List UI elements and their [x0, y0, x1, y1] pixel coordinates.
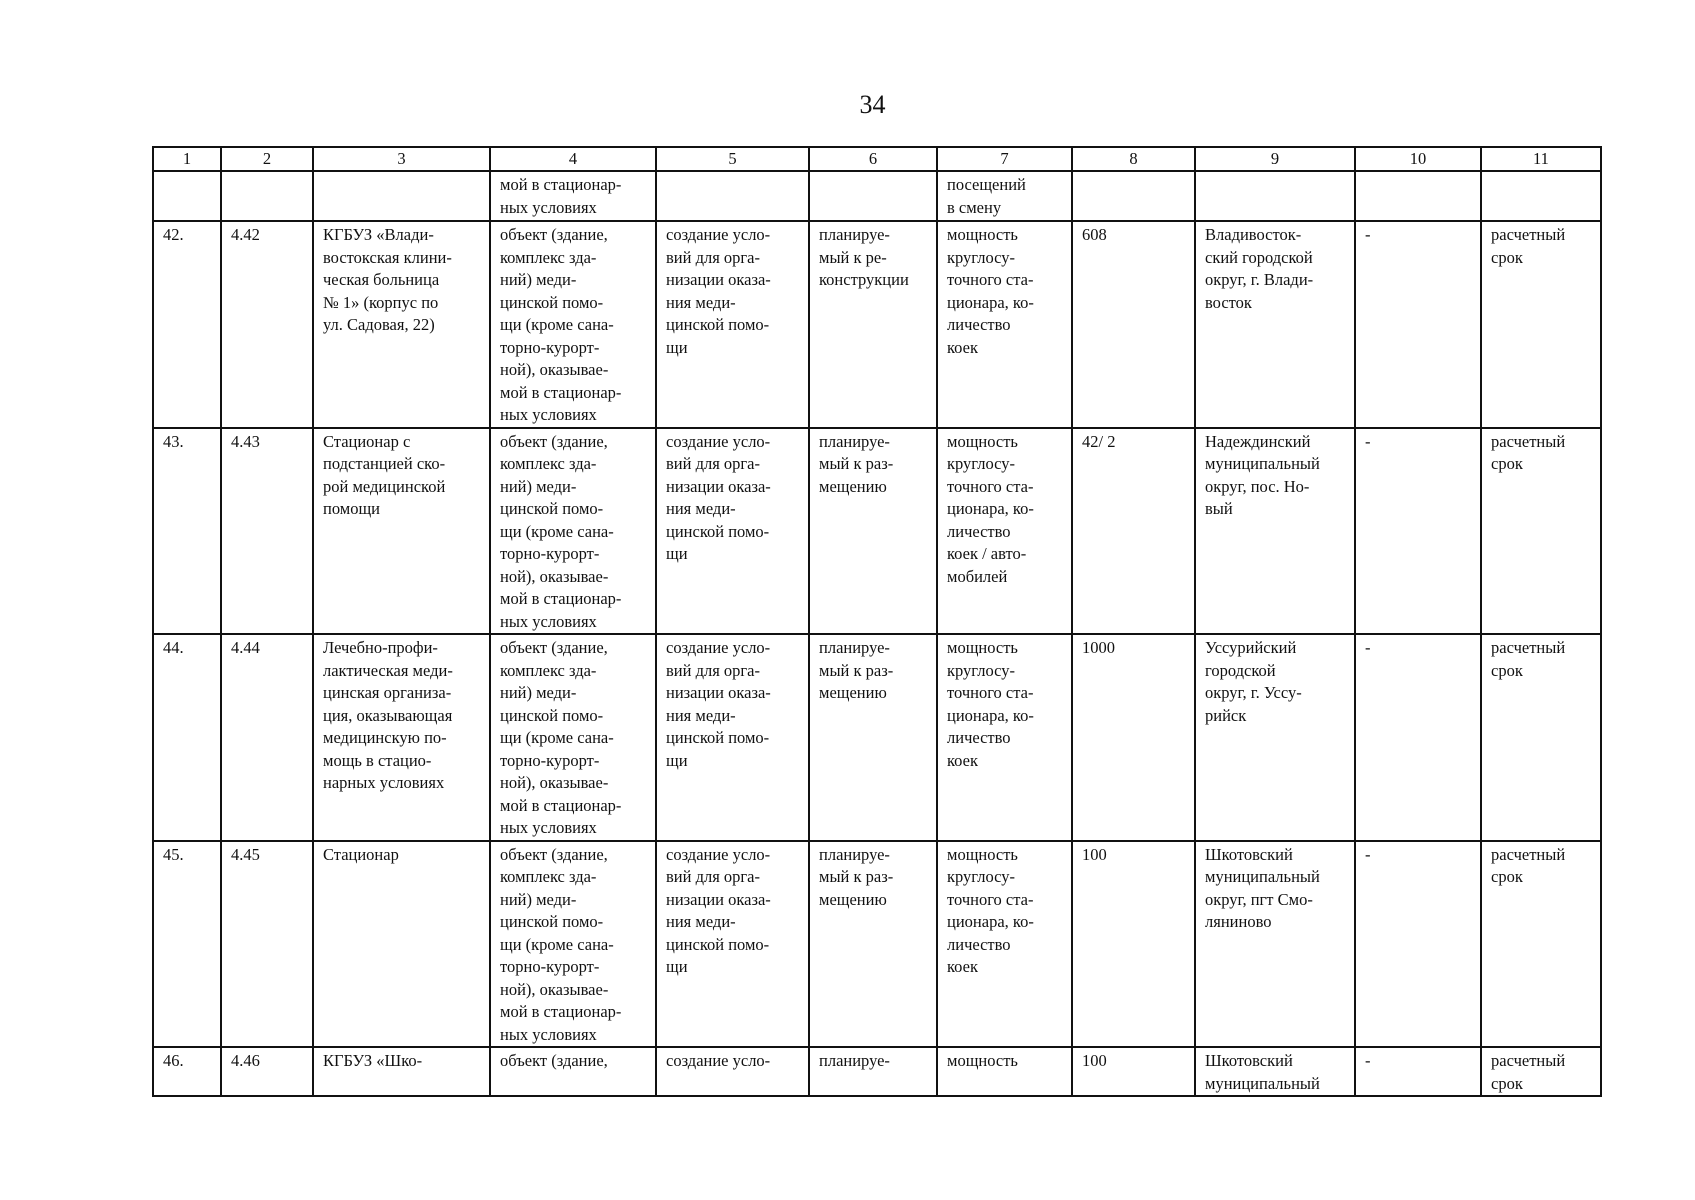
table-cell: объект (здание, [490, 1047, 656, 1096]
table-cell: 1000 [1072, 634, 1195, 841]
table-cell: - [1355, 841, 1481, 1048]
table-cell: создание усло- [656, 1047, 809, 1096]
table-cell: 45. [153, 841, 221, 1048]
table-row [153, 634, 1601, 841]
column-number-cell: 10 [1355, 147, 1481, 171]
table-cell: планируе- мый к раз- мещению [809, 841, 937, 1048]
column-number-cell: 5 [656, 147, 809, 171]
table-row [153, 1047, 1601, 1096]
table-cell: 4.44 [221, 634, 313, 841]
table-cell: мощность круглосу- точного ста- ционара, ко- личество коек [937, 841, 1072, 1048]
table-cell: мощность [937, 1047, 1072, 1096]
table-cell: расчетный срок [1481, 1047, 1601, 1096]
table-cell: Шкотовский муниципальный округ, пгт Смо- ляниново [1195, 841, 1355, 1048]
continuation-cell [1195, 171, 1355, 221]
table-cell: Лечебно-профи- лактическая меди- цинская организа- ция, оказывающая медицинскую по- мощь в стацио- нарных условиях [313, 634, 490, 841]
column-number-cell: 4 [490, 147, 656, 171]
column-number-cell: 1 [153, 147, 221, 171]
register-table [152, 146, 1602, 1097]
table-cell: мощность круглосу- точного ста- ционара, ко- личество коек [937, 221, 1072, 428]
table-cell: Стационар [313, 841, 490, 1048]
table-cell: 43. [153, 428, 221, 635]
table-cell: создание усло- вий для орга- низации оказа- ния меди- цинской помо- щи [656, 428, 809, 635]
table-cell: Надеждинский муниципальный округ, пос. Но- вый [1195, 428, 1355, 635]
table-cell: 44. [153, 634, 221, 841]
table-cell: - [1355, 428, 1481, 635]
table-cell: 4.43 [221, 428, 313, 635]
table-cell: 100 [1072, 841, 1195, 1048]
table-cell: планируе- мый к ре- конструкции [809, 221, 937, 428]
table-body [153, 147, 1601, 1096]
table-cell: - [1355, 634, 1481, 841]
table-row [153, 841, 1601, 1048]
table-cell: объект (здание, комплекс зда- ний) меди- цинской помо- щи (кроме сана- торно-курорт- ной), оказывае- мой в стационар- ных условиях [490, 428, 656, 635]
continuation-row [153, 171, 1601, 221]
table-cell: планируе- [809, 1047, 937, 1096]
table-cell: расчетный срок [1481, 221, 1601, 428]
continuation-cell [221, 171, 313, 221]
table-cell: КГБУЗ «Влади- востокская клини- ческая больница № 1» (корпус по ул. Садовая, 22) [313, 221, 490, 428]
column-number-cell: 3 [313, 147, 490, 171]
column-number-cell: 2 [221, 147, 313, 171]
table-cell: 42/ 2 [1072, 428, 1195, 635]
table-cell: создание усло- вий для орга- низации оказа- ния меди- цинской помо- щи [656, 841, 809, 1048]
table-cell: создание усло- вий для орга- низации оказа- ния меди- цинской помо- щи [656, 634, 809, 841]
table-cell: - [1355, 221, 1481, 428]
table-cell: расчетный срок [1481, 634, 1601, 841]
table-cell: 4.42 [221, 221, 313, 428]
table-cell: 4.45 [221, 841, 313, 1048]
continuation-cell [1481, 171, 1601, 221]
table-cell: Уссурийский городской округ, г. Уссу- рийск [1195, 634, 1355, 841]
table-cell: расчетный срок [1481, 841, 1601, 1048]
table-cell: КГБУЗ «Шко- [313, 1047, 490, 1096]
table-cell: планируе- мый к раз- мещению [809, 634, 937, 841]
table-cell: 4.46 [221, 1047, 313, 1096]
column-number-cell: 7 [937, 147, 1072, 171]
table-cell: Шкотовский муниципальный [1195, 1047, 1355, 1096]
continuation-cell [1072, 171, 1195, 221]
continuation-cell: посещений в смену [937, 171, 1072, 221]
table-cell: 42. [153, 221, 221, 428]
table-cell: расчетный срок [1481, 428, 1601, 635]
table-cell: 608 [1072, 221, 1195, 428]
continuation-cell: мой в стационар- ных условиях [490, 171, 656, 221]
table-cell: - [1355, 1047, 1481, 1096]
table-cell: 100 [1072, 1047, 1195, 1096]
page-number: 34 [859, 90, 886, 119]
table-cell: планируе- мый к раз- мещению [809, 428, 937, 635]
table-cell: создание усло- вий для орга- низации оказа- ния меди- цинской помо- щи [656, 221, 809, 428]
continuation-cell [656, 171, 809, 221]
column-number-row [153, 147, 1601, 171]
table-row [153, 428, 1601, 635]
table-cell: 46. [153, 1047, 221, 1096]
table-cell: объект (здание, комплекс зда- ний) меди- цинской помо- щи (кроме сана- торно-курорт- ной), оказывае- мой в стационар- ных условиях [490, 221, 656, 428]
table-cell: мощность круглосу- точного ста- ционара, ко- личество коек / авто- мобилей [937, 428, 1072, 635]
table-cell: Стационар с подстанцией ско- рой медицинской помощи [313, 428, 490, 635]
column-number-cell: 11 [1481, 147, 1601, 171]
table-row [153, 221, 1601, 428]
column-number-cell: 6 [809, 147, 937, 171]
continuation-cell [809, 171, 937, 221]
continuation-cell [153, 171, 221, 221]
table-cell: мощность круглосу- точного ста- ционара, ко- личество коек [937, 634, 1072, 841]
table-cell: объект (здание, комплекс зда- ний) меди- цинской помо- щи (кроме сана- торно-курорт- ной), оказывае- мой в стационар- ных условиях [490, 841, 656, 1048]
table-cell: объект (здание, комплекс зда- ний) меди- цинской помо- щи (кроме сана- торно-курорт- ной), оказывае- мой в стационар- ных условиях [490, 634, 656, 841]
column-number-cell: 8 [1072, 147, 1195, 171]
column-number-cell: 9 [1195, 147, 1355, 171]
continuation-cell [313, 171, 490, 221]
continuation-cell [1355, 171, 1481, 221]
table-cell: Владивосток- ский городской округ, г. Влади- восток [1195, 221, 1355, 428]
